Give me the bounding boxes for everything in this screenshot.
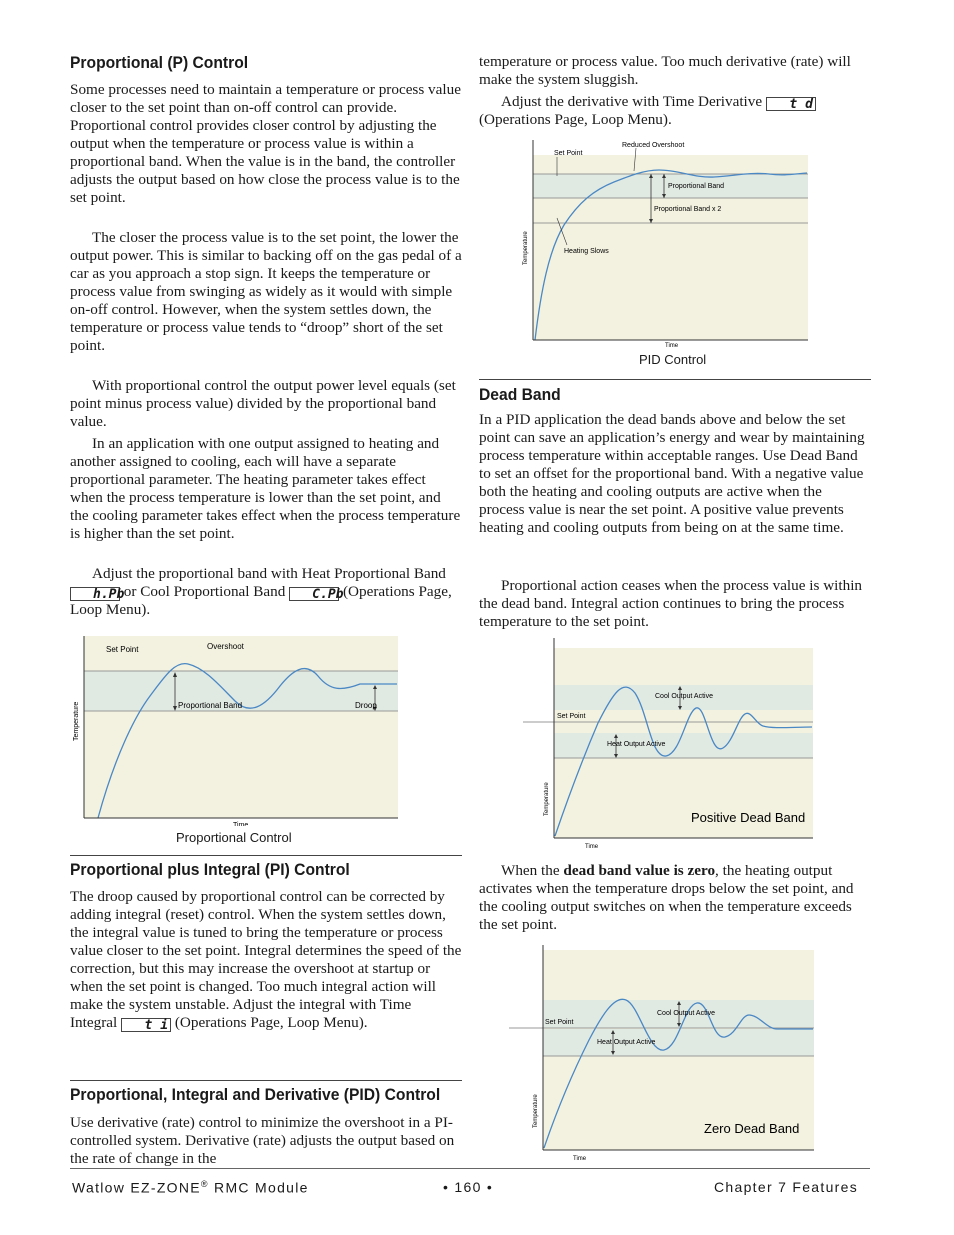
- proportional-band-label: Proportional Band: [178, 701, 243, 710]
- cool-output-label: Cool Output Active: [655, 693, 713, 700]
- paragraph-pid: Use derivative (rate) control to minimize the overshoot in a PI-controlled system. Derivative (rate) adjusts the output based on the rate of change in the: [70, 1114, 455, 1167]
- pid-control-chart: [519, 140, 819, 350]
- paragraph-adjust-band: Adjust the proportional band with Heat Proportional Band h.Pb or Cool Proportional Band C.Pb (Operations Page, Loop Menu).: [70, 565, 452, 618]
- overshoot-label: Overshoot: [207, 642, 244, 651]
- heat-output-label: Heat Output Active: [597, 1039, 656, 1046]
- chart-title: Zero Dead Band: [704, 1121, 800, 1136]
- section-divider: [479, 379, 871, 380]
- x-axis-label: Time: [573, 1156, 587, 1162]
- proportional-control-caption: Proportional Control: [176, 830, 292, 845]
- x-axis-label: Time: [585, 844, 599, 850]
- set-point-label: Set Point: [545, 1019, 574, 1026]
- heat-proportional-band-display: h.Pb: [70, 587, 120, 601]
- time-integral-display: t i: [121, 1018, 171, 1032]
- footer-product: Watlow EZ-ZONE® RMC Module: [72, 1179, 309, 1196]
- paragraph: In an application with one output assigned to heating and another assigned to cooling, each will have a separate proportional parameter. The heating parameter takes effect when the process temperature is lower than the set point, and the cooling parameter takes effect when the process temperature is higher than the set point.: [70, 435, 461, 542]
- heading-pi-control: Proportional plus Integral (PI) Control: [70, 860, 350, 879]
- section-divider: [70, 1080, 462, 1081]
- paragraph: With proportional control the output power level equals (set point minus process value) divided by the proportional band value.: [70, 377, 456, 430]
- paragraph-pid-continued: temperature or process value. Too much derivative (rate) will make the system sluggish.: [479, 53, 851, 88]
- footer-page-number: • 160 •: [443, 1179, 494, 1195]
- cool-output-label: Cool Output Active: [657, 1010, 715, 1017]
- chart-title: Positive Dead Band: [691, 810, 806, 825]
- y-axis-label: Temperature: [73, 701, 80, 741]
- paragraph-time-derivative: Adjust the derivative with Time Derivative t d (Operations Page, Loop Menu).: [479, 93, 871, 129]
- heading-pid-control: Proportional, Integral and Derivative (PID) Control: [70, 1085, 441, 1104]
- y-axis-label: Temperature: [544, 782, 550, 816]
- set-point-label: Set Point: [554, 150, 583, 157]
- heat-output-label: Heat Output Active: [607, 741, 666, 748]
- paragraph-zero-dead-band: When the dead band value is zero, the heating output activates when the temperature drops below the set point, and the cooling output switches on when the temperature exceeds the set point.: [479, 862, 854, 933]
- page-footer: [70, 1168, 870, 1196]
- section-divider: [70, 855, 462, 856]
- heading-dead-band: Dead Band: [479, 385, 561, 404]
- proportional-band-label: Proportional Band: [668, 183, 725, 190]
- x-axis-label: Time: [665, 343, 679, 349]
- proportional-band-x2-label: Proportional Band x 2: [654, 206, 722, 213]
- x-axis-label: Time: [233, 822, 249, 826]
- paragraph-pi: The droop caused by proportional control can be corrected by adding integral (reset) control. When the system settles down, the integral value is tuned to bring the temperature or process value closer to the set point. Integral determines the speed of the correction, but this may increase the overshoot at startup or when the set point is changed. Too much integral action will make the system unstable. Adjust the integral with Time Integral t i (Operations Page, Loop Menu).: [70, 888, 462, 1033]
- paragraph: Proportional action ceases when the process value is within the dead band. Integral action continues to bring the process temperature to the set point.: [479, 577, 863, 630]
- droop-label: Droop: [355, 701, 377, 710]
- pid-control-caption: PID Control: [639, 352, 707, 367]
- time-derivative-display: t d: [766, 97, 816, 111]
- paragraph: In a PID application the dead bands above and below the set point can save an application’s energy and wear by maintaining process temperature within acceptable ranges. Use Dead Band to set an offset for the proportional band. With a negative value both the heating and cooling outputs are active when the process value is near the set point. A positive value prevents heating and cooling outputs from being on at the same time.: [479, 411, 865, 536]
- heating-slows-label: Heating Slows: [564, 248, 609, 255]
- paragraph: The closer the process value is to the set point, the lower the output power. This is similar to backing off on the gas pedal of a car as you approach a stop sign. It keeps the temperature or process value from swinging as widely as it would with simple on-off control. However, when the system settles down, the temperature or process value tends to “droop” short of the set point.: [70, 229, 462, 354]
- set-point-label: Set Point: [106, 645, 139, 654]
- paragraph: Some processes need to maintain a temperature or process value closer to the set point than on-off control can provide. Proportional control provides closer control by adjusting the output when the temperature or process value is within a proportional band. When the value is in the band, the controller adjusts the output based on how close the process value is to the set point.: [70, 81, 461, 206]
- zero-dead-band-chart: [509, 945, 819, 1163]
- heading-proportional-control: Proportional (P) Control: [70, 53, 249, 72]
- proportional-control-chart: [70, 636, 462, 826]
- y-axis-label: Temperature: [523, 231, 529, 265]
- positive-dead-band-chart: [523, 638, 823, 852]
- set-point-label: Set Point: [557, 713, 586, 720]
- reduced-overshoot-label: Reduced Overshoot: [622, 142, 685, 149]
- footer-chapter: Chapter 7 Features: [714, 1179, 859, 1195]
- cool-proportional-band-display: C.Pb: [289, 587, 339, 601]
- y-axis-label: Temperature: [533, 1094, 539, 1128]
